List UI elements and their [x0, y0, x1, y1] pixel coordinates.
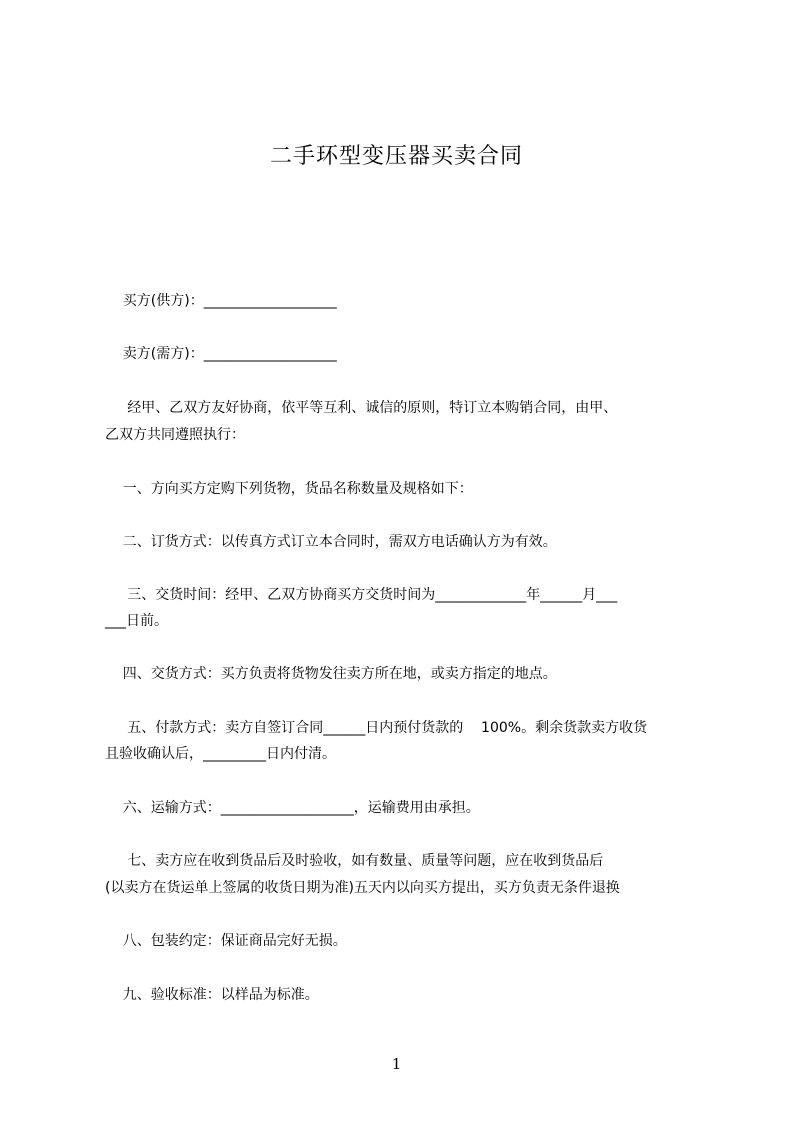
intro-line-2: 乙双方共同遵照执行：	[105, 427, 245, 443]
clause-5-line-1: 五、付款方式：卖方自签订合同______日内预付货款的 100%。剩余货款卖方收货	[105, 720, 648, 736]
clause-1: 一、方向买方定购下列货物，货品名称数量及规格如下：	[105, 481, 473, 497]
clause-8: 八、包装约定：保证商品完好无损。	[105, 933, 347, 949]
clause-4: 四、交货方式：买方负责将货物发往卖方所在地，或卖方指定的地点。	[105, 666, 557, 682]
clause-2: 二、订货方式：以传真方式订立本合同时，需双方电话确认方为有效。	[105, 534, 557, 550]
clause-9: 九、验收标准：以样品为标准。	[105, 987, 319, 1003]
page-number: 1	[391, 1055, 402, 1073]
clause-6: 六、运输方式：___________________，运输费用由承担。	[105, 800, 480, 816]
document-title: 二手环型变压器买卖合同	[269, 144, 523, 169]
buyer-line: 买方(供方)：___________________	[105, 293, 337, 309]
intro-line-1: 经甲、乙双方友好协商，依平等互利、诚信的原则，特订立本购销合同，由甲、	[105, 400, 618, 416]
clause-5-line-2: 且验收确认后，_________日内付清。	[105, 746, 336, 762]
clause-7-line-1: 七、卖方应在收到货品后及时验收，如有数量、质量等问题，应在收到货品后	[105, 853, 604, 869]
seller-line: 卖方(需方)：___________________	[105, 346, 337, 362]
clause-3-line-2: ___日前。	[105, 613, 168, 629]
clause-7-line-2: (以卖方在货运单上签属的收货日期为准)五天内以向买方提出，买方负责无条件退换	[105, 880, 620, 896]
clause-3-line-1: 三、交货时间：经甲、乙双方协商买方交货时间为_____________年______月___	[105, 587, 618, 603]
